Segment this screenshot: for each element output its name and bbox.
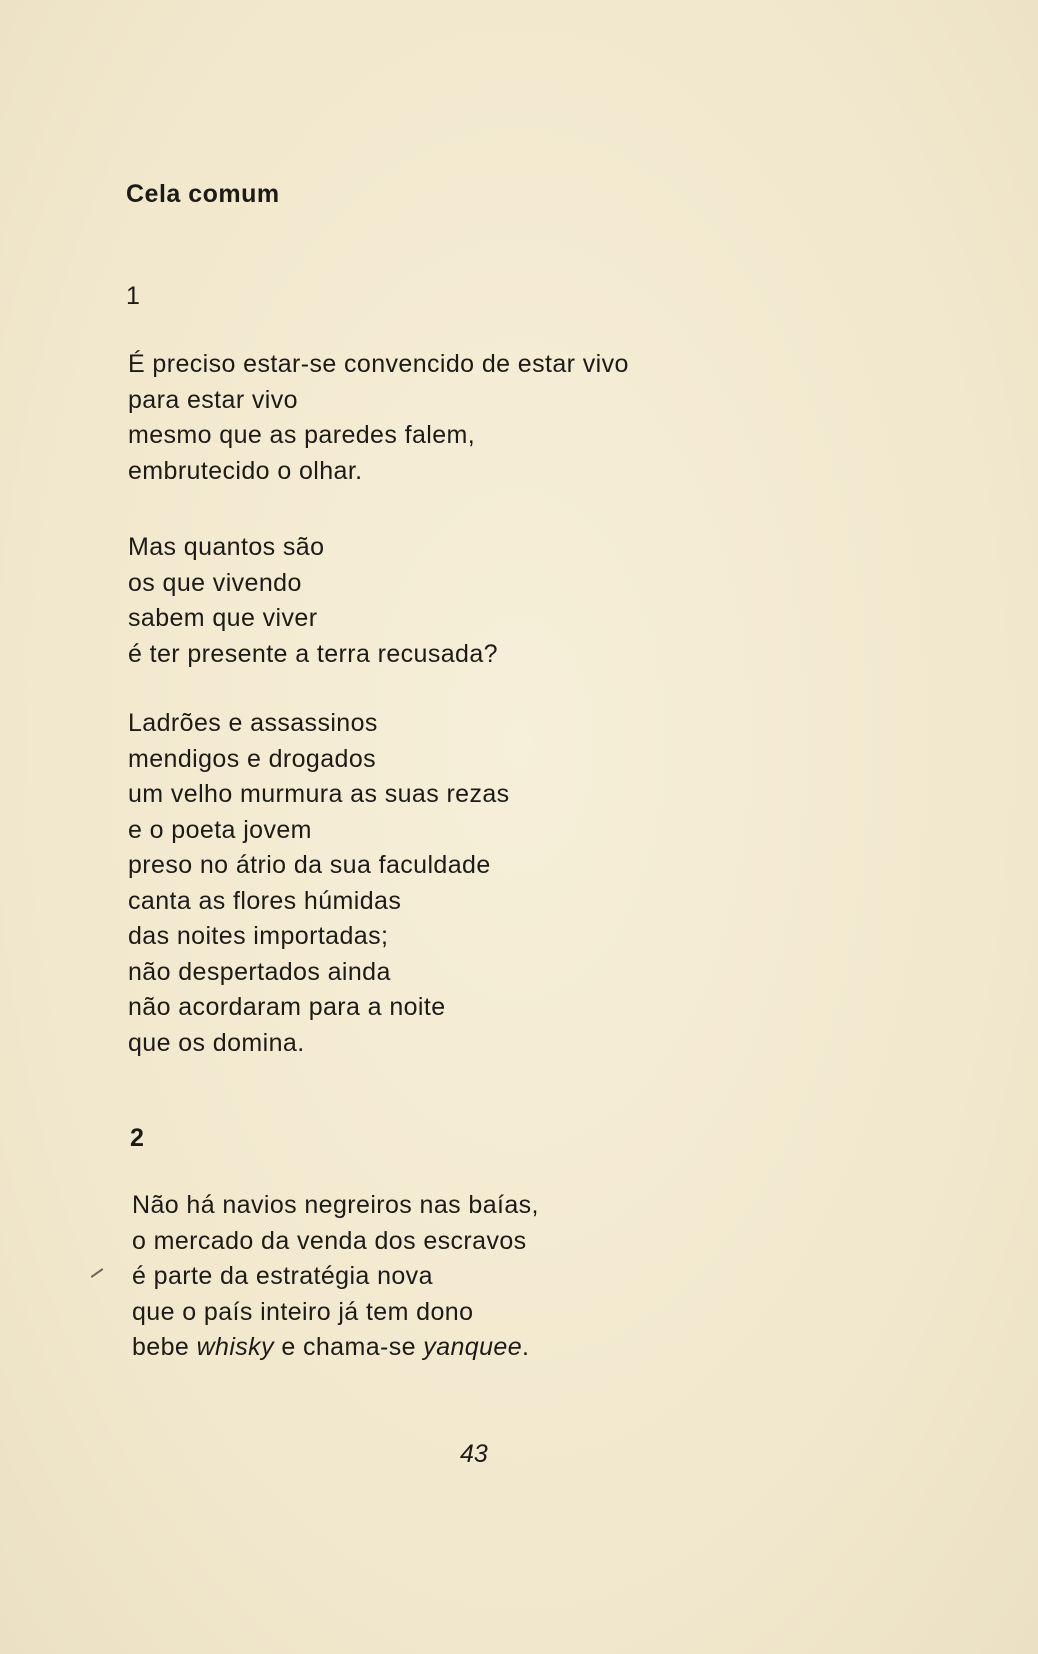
verse-line: o mercado da venda dos escravos bbox=[132, 1226, 527, 1255]
stanza bbox=[132, 1188, 539, 1366]
verse-line: não acordaram para a noite bbox=[128, 993, 446, 1021]
verse-line: sabem que viver bbox=[128, 604, 318, 632]
section-number: 2 bbox=[130, 1124, 144, 1152]
verse-line: Mas quantos são bbox=[128, 533, 325, 561]
section-number: 1 bbox=[126, 282, 140, 310]
verse-italic-word: yanquee bbox=[423, 1333, 523, 1361]
verse-line: é parte da estratégia nova bbox=[132, 1262, 433, 1290]
verse-line: que os domina. bbox=[128, 1028, 305, 1057]
stanza bbox=[128, 530, 498, 672]
verse-line: É preciso estar-se convencido de estar vivo bbox=[128, 350, 629, 378]
verse-line: preso no átrio da sua faculdade bbox=[128, 851, 491, 879]
verse-line: das noites importadas; bbox=[128, 922, 389, 950]
verse-line: Ladrões e assassinos bbox=[128, 709, 378, 737]
verse-line: Não há navios negreiros nas baías, bbox=[132, 1191, 539, 1219]
verse-italic-word: whisky bbox=[196, 1333, 274, 1361]
verse-text: . bbox=[522, 1333, 530, 1361]
verse-line: para estar vivo bbox=[128, 385, 298, 414]
verse-line: mesmo que as paredes falem, bbox=[128, 421, 476, 449]
verse-line-last bbox=[132, 1330, 539, 1366]
stanza bbox=[128, 706, 510, 1061]
verse-line: um velho murmura as suas rezas bbox=[128, 780, 510, 808]
stanza bbox=[128, 347, 629, 489]
verse-line: embrutecido o olhar. bbox=[128, 456, 363, 485]
show-through-text bbox=[600, 190, 607, 218]
verse-line: mendigos e drogados bbox=[128, 744, 377, 773]
page-number: 43 bbox=[460, 1440, 488, 1468]
verse-text: e chama-se bbox=[273, 1333, 424, 1361]
poem-title: Cela comum bbox=[126, 180, 280, 208]
verse-line: é ter presente a terra recusada? bbox=[128, 639, 498, 668]
verse-line: e o poeta jovem bbox=[128, 815, 312, 844]
pencil-mark bbox=[91, 1268, 104, 1278]
verse-line: os que vivendo bbox=[128, 568, 302, 597]
show-through-text bbox=[290, 92, 296, 115]
verse-line: que o país inteiro já tem dono bbox=[132, 1297, 474, 1326]
verse-line: canta as flores húmidas bbox=[128, 886, 402, 915]
verse-line: não despertados ainda bbox=[128, 957, 391, 986]
verse-text: bebe bbox=[132, 1333, 197, 1361]
